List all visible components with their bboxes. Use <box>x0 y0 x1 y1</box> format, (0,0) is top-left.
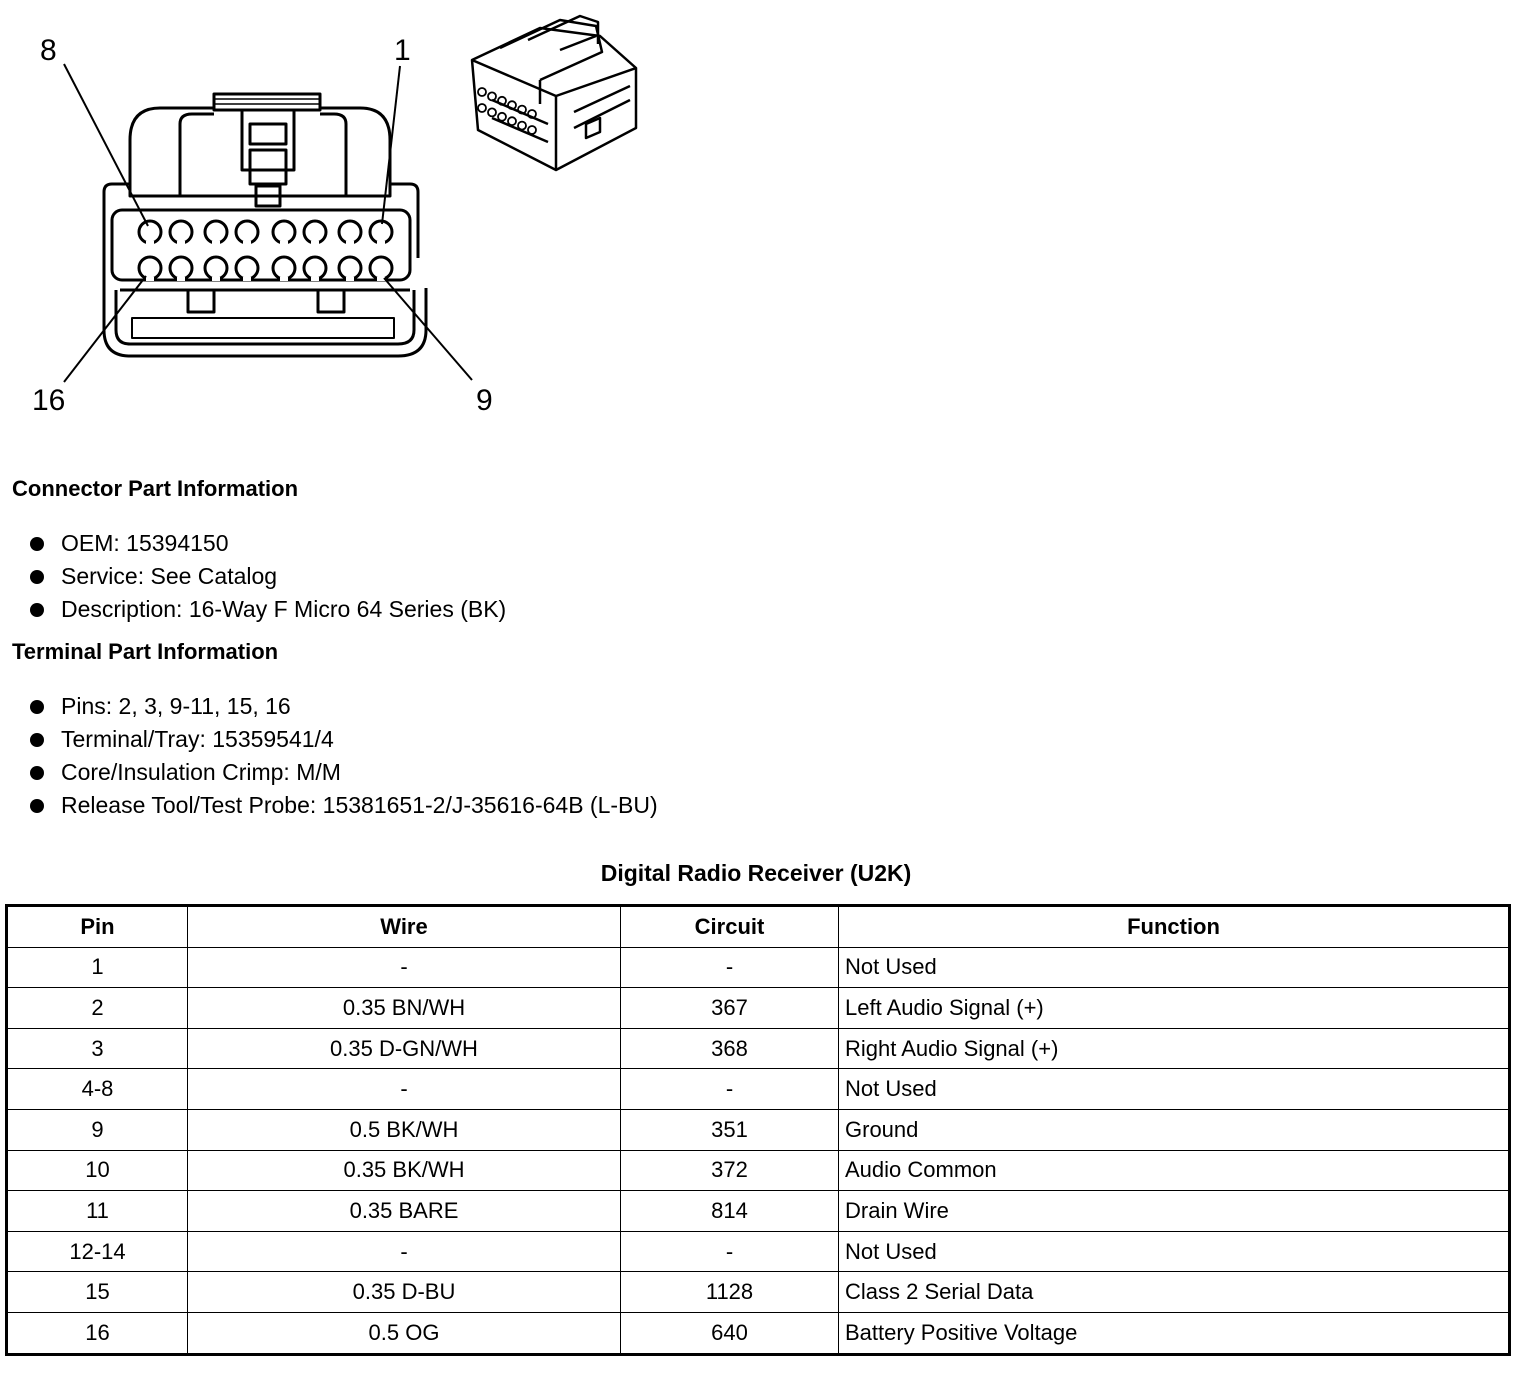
table-cell: Not Used <box>839 1231 1510 1272</box>
bullet-icon <box>30 799 44 813</box>
table-cell: 372 <box>621 1150 839 1191</box>
table-cell: Not Used <box>839 1069 1510 1110</box>
table-cell: Audio Common <box>839 1150 1510 1191</box>
pin-label-top-left: 8 <box>40 34 57 67</box>
terminal-cavity <box>170 257 192 279</box>
list-item <box>30 723 658 756</box>
terminal-cavity <box>236 221 258 243</box>
table-row <box>7 1312 1510 1354</box>
terminal-cavity <box>205 257 227 279</box>
terminal-cavity <box>370 221 392 243</box>
list-item-text: Core/Insulation Crimp: M/M <box>61 759 341 785</box>
terminal-cavity <box>236 257 258 279</box>
table-row <box>7 1150 1510 1191</box>
column-header: Function <box>839 906 1510 948</box>
connector-face-diagram <box>0 0 700 440</box>
table-cell: Battery Positive Voltage <box>839 1312 1510 1354</box>
table-cell: Ground <box>839 1109 1510 1150</box>
table-cell: 0.35 BK/WH <box>188 1150 621 1191</box>
pin-label-bottom-right: 9 <box>476 384 493 417</box>
table-cell: Not Used <box>839 947 1510 988</box>
table-cell: 367 <box>621 988 839 1029</box>
table-cell: - <box>621 1231 839 1272</box>
terminal-cavity <box>304 257 326 279</box>
list-item-text: Release Tool/Test Probe: 15381651-2/J-35616-64B (L-BU) <box>61 792 658 818</box>
table-row <box>7 1028 1510 1069</box>
bullet-icon <box>30 570 44 584</box>
table-cell: 16 <box>7 1312 188 1354</box>
table-cell: 0.35 D-BU <box>188 1272 621 1313</box>
pin-label-bottom-left: 16 <box>32 384 66 417</box>
table-cell: Left Audio Signal (+) <box>839 988 1510 1029</box>
table-cell: 1 <box>7 947 188 988</box>
table-row <box>7 1069 1510 1110</box>
table-cell: - <box>188 1231 621 1272</box>
table-cell: - <box>188 947 621 988</box>
terminal-cavity <box>273 257 295 279</box>
table-row <box>7 1109 1510 1150</box>
terminal-cavity <box>139 221 161 243</box>
list-item <box>30 756 658 789</box>
table-cell: 4-8 <box>7 1069 188 1110</box>
bullet-icon <box>30 603 44 617</box>
terminal-cavity <box>170 221 192 243</box>
table-cell: - <box>621 947 839 988</box>
table-row <box>7 988 1510 1029</box>
terminal-cavity <box>339 221 361 243</box>
list-item-text: Terminal/Tray: 15359541/4 <box>61 726 334 752</box>
terminal-cavity <box>139 257 161 279</box>
column-header: Pin <box>7 906 188 948</box>
table-row <box>7 1231 1510 1272</box>
terminal-cavity <box>273 221 295 243</box>
table-cell: - <box>621 1069 839 1110</box>
bullet-icon <box>30 733 44 747</box>
column-header: Wire <box>188 906 621 948</box>
bullet-icon <box>30 700 44 714</box>
list-item-text: Service: See Catalog <box>61 563 278 589</box>
terminal-cavity <box>370 257 392 279</box>
table-cell: 814 <box>621 1191 839 1232</box>
table-cell: 0.35 BN/WH <box>188 988 621 1029</box>
table-cell: Drain Wire <box>839 1191 1510 1232</box>
table-row <box>7 1191 1510 1232</box>
terminal-part-heading: Terminal Part Information <box>12 639 279 664</box>
terminal-cavity <box>205 221 227 243</box>
table-cell: 15 <box>7 1272 188 1313</box>
list-item <box>30 527 506 560</box>
table-cell: Right Audio Signal (+) <box>839 1028 1510 1069</box>
column-header: Circuit <box>621 906 839 948</box>
list-item <box>30 690 658 723</box>
connector-isometric-icon <box>472 16 636 170</box>
table-cell: 0.5 BK/WH <box>188 1109 621 1150</box>
table-cell: 0.5 OG <box>188 1312 621 1354</box>
table-cell: 640 <box>621 1312 839 1354</box>
table-row <box>7 947 1510 988</box>
list-item-text: OEM: 15394150 <box>61 530 229 556</box>
list-item-text: Description: 16-Way F Micro 64 Series (BK) <box>61 596 507 622</box>
table-cell: - <box>188 1069 621 1110</box>
table-title: Digital Radio Receiver (U2K) <box>600 860 912 886</box>
table-cell: 2 <box>7 988 188 1029</box>
table-cell: 0.35 D-GN/WH <box>188 1028 621 1069</box>
table-cell: 9 <box>7 1109 188 1150</box>
terminal-cavity <box>339 257 361 279</box>
pin-table <box>5 904 1511 1356</box>
table-header-row <box>7 906 1510 948</box>
table-cell: Class 2 Serial Data <box>839 1272 1510 1313</box>
table-cell: 11 <box>7 1191 188 1232</box>
connector-part-list <box>30 527 506 626</box>
table-row <box>7 1272 1510 1313</box>
list-item <box>30 593 506 626</box>
table-cell: 0.35 BARE <box>188 1191 621 1232</box>
list-item <box>30 560 506 593</box>
table-cell: 351 <box>621 1109 839 1150</box>
terminal-cavity <box>304 221 326 243</box>
table-cell: 1128 <box>621 1272 839 1313</box>
bullet-icon <box>30 537 44 551</box>
table-cell: 3 <box>7 1028 188 1069</box>
table-cell: 10 <box>7 1150 188 1191</box>
terminal-part-list <box>30 690 658 822</box>
pin-label-top-right: 1 <box>394 34 411 67</box>
connector-part-heading: Connector Part Information <box>12 476 299 501</box>
bullet-icon <box>30 766 44 780</box>
list-item-text: Pins: 2, 3, 9-11, 15, 16 <box>61 693 291 719</box>
list-item <box>30 789 658 822</box>
table-cell: 12-14 <box>7 1231 188 1272</box>
table-cell: 368 <box>621 1028 839 1069</box>
